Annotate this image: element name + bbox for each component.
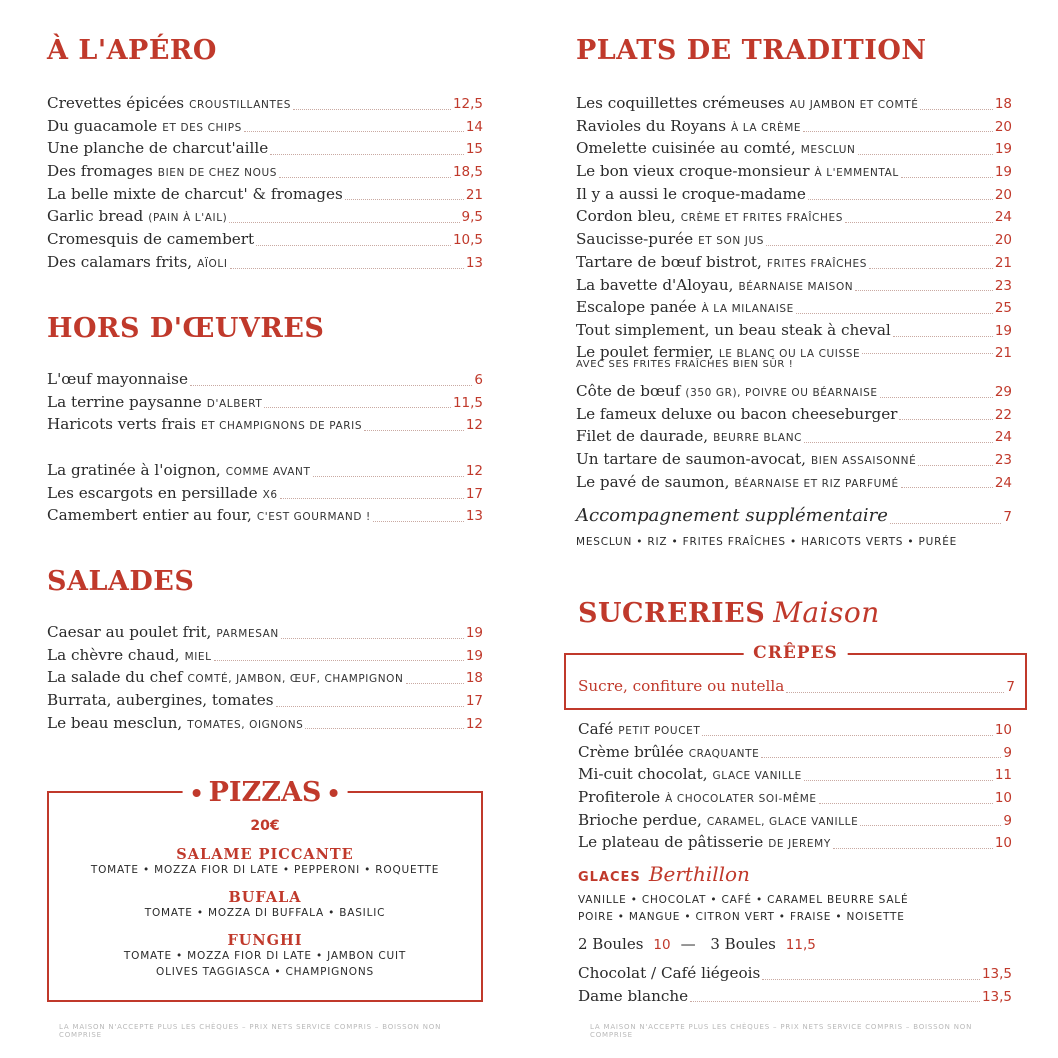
- menu-item: [47, 92, 483, 115]
- item-name: Le beau mesclun,: [47, 713, 183, 732]
- leader-dots: [293, 109, 451, 110]
- menu-item: [47, 251, 483, 274]
- menu-item: [47, 459, 483, 482]
- item-price: 12,5: [452, 96, 483, 112]
- item-price: 9: [1003, 812, 1012, 829]
- pizzas-price: 20€: [250, 818, 280, 834]
- boules-3-price: 11,5: [785, 937, 816, 953]
- menu-item: [47, 368, 483, 391]
- leader-dots: [766, 245, 993, 246]
- item-name: Tartare de bœuf bistrot,: [576, 252, 762, 271]
- pizza-ingredients: OLIVES TAGGIASCA • CHAMPIGNONS: [156, 966, 374, 978]
- item-price: 18,5: [452, 164, 483, 181]
- menu-item: [576, 319, 1012, 342]
- menu-item: [47, 228, 483, 251]
- menu-item: [47, 115, 483, 138]
- footer-right: LA MAISON N'ACCEPTE PLUS LES CHÈQUES – PRIX NETS SERVICE COMPRIS – BOISSON NON COMPRISE: [590, 1023, 973, 1039]
- menu-item: [576, 380, 1012, 403]
- menu-item: [576, 92, 1012, 115]
- item-price: 11: [994, 767, 1012, 784]
- item-name: Le plateau de pâtisserie: [578, 833, 764, 852]
- item-note: PARMESAN: [216, 628, 279, 640]
- leader-dots: [762, 979, 980, 980]
- leader-dots: [230, 268, 464, 269]
- item-price: 17: [465, 485, 483, 502]
- item-price: 18: [465, 670, 483, 687]
- hors-list-a: [47, 368, 483, 436]
- item-name: Il y a aussi le croque-madame: [576, 184, 806, 203]
- item-note: PETIT POUCET: [618, 725, 701, 737]
- item-note: LE BLANC OU LA CUISSE: [718, 348, 861, 360]
- leader-dots: [845, 222, 993, 223]
- leader-dots: [901, 487, 993, 488]
- leader-dots: [918, 465, 992, 466]
- item-name: Profiterole: [578, 788, 661, 807]
- menu-item: [47, 183, 483, 206]
- item-price: 24: [994, 209, 1012, 226]
- item-name: Des fromages: [47, 162, 153, 181]
- item-name: La salade du chef: [47, 668, 183, 687]
- item-name: La terrine paysanne: [47, 392, 202, 411]
- menu-item: [576, 471, 1012, 494]
- item-note: ET SON JUS: [698, 235, 765, 248]
- leader-dots: [364, 430, 464, 431]
- item-note: C'EST GOURMAND !: [256, 511, 371, 524]
- item-price: 10,5: [452, 232, 483, 249]
- item-price: 19: [465, 647, 483, 664]
- item-note: (350 GR), POIVRE OU BÉARNAISE: [685, 387, 878, 399]
- item-name: Brioche perdue,: [578, 810, 702, 829]
- glaces-flavors-1: VANILLE • CHOCOLAT • CAFÉ • CARAMEL BEURRE SALÉ: [578, 894, 909, 906]
- item-name: La gratinée à l'oignon,: [47, 461, 221, 479]
- menu-item: [47, 504, 483, 527]
- item-price: 7: [1003, 509, 1012, 525]
- menu-item: [47, 413, 483, 436]
- item-price: 17: [465, 693, 483, 710]
- leader-dots: [761, 757, 1001, 758]
- menu-item: [576, 341, 1012, 359]
- item-note: À CHOCOLATER SOI-MÊME: [665, 793, 817, 806]
- item-note: MESCLUN: [800, 144, 856, 157]
- accompagnement-title: Accompagnement supplémentaire: [576, 505, 888, 526]
- item-note: BEURRE BLANC: [713, 432, 803, 445]
- item-price: 21: [994, 345, 1012, 361]
- menu-item: [576, 425, 1012, 448]
- menu-item: [578, 675, 1015, 698]
- item-note: COMME AVANT: [225, 466, 311, 478]
- leader-dots: [796, 313, 993, 314]
- item-price: 21: [465, 186, 483, 203]
- menu-item: [576, 205, 1012, 228]
- accompagnement-row: [576, 503, 1012, 529]
- leader-dots: [279, 177, 451, 178]
- leader-dots: [890, 523, 1001, 524]
- item-note: ET CHAMPIGNONS DE PARIS: [200, 420, 363, 433]
- item-price: 7: [1006, 679, 1015, 695]
- pizzas-box: [47, 777, 483, 1002]
- sucreries-list: [578, 718, 1012, 854]
- menu-item: [576, 228, 1012, 251]
- sucreries-script: Maison: [773, 596, 880, 629]
- item-name: Tout simplement, un beau steak à cheval: [576, 320, 891, 339]
- leader-dots: [808, 199, 993, 200]
- item-price: 9,5: [461, 209, 483, 226]
- item-price: 12: [465, 715, 483, 732]
- menu-item: [47, 205, 483, 228]
- item-name: Les escargots en persillade: [47, 483, 258, 502]
- leader-dots: [786, 692, 1004, 693]
- menu-item: [47, 644, 483, 667]
- item-price: 29: [994, 384, 1012, 400]
- item-name: La belle mixte de charcut' & fromages: [47, 184, 343, 203]
- item-price: 13,5: [981, 988, 1012, 1005]
- item-price: 9: [1003, 744, 1012, 761]
- leader-dots: [313, 476, 464, 477]
- item-name: Crevettes épicées: [47, 94, 185, 112]
- glaces-flavors-2: POIRE • MANGUE • CITRON VERT • FRAISE • NOISETTE: [578, 911, 905, 923]
- item-price: 13: [465, 254, 483, 271]
- item-name: Côte de bœuf: [576, 382, 681, 400]
- item-note: CRÈME ET FRITES FRAÎCHES: [680, 212, 843, 225]
- item-price: 13,5: [981, 966, 1012, 982]
- item-name: Les coquillettes crémeuses: [576, 94, 785, 112]
- item-note: CRAQUANTE: [688, 747, 760, 760]
- footer-left: LA MAISON N'ACCEPTE PLUS LES CHÈQUES – PRIX NETS SERVICE COMPRIS – BOISSON NON COMPRISE: [59, 1023, 442, 1039]
- item-price: 12: [465, 463, 483, 479]
- leader-dots: [229, 222, 459, 223]
- item-name: Cromesquis de camembert: [47, 230, 255, 249]
- salades-title: SALADES: [47, 566, 195, 597]
- plats-title: PLATS DE TRADITION: [576, 35, 927, 66]
- hors-list-b: [47, 459, 483, 527]
- item-name: Dame blanche: [578, 986, 689, 1005]
- menu-item: [578, 786, 1012, 809]
- item-note: AÏOLI: [197, 257, 228, 270]
- leader-dots: [803, 131, 993, 132]
- item-note: MIEL: [184, 650, 212, 663]
- menu-item: [47, 482, 483, 505]
- menu-item: [576, 403, 1012, 426]
- menu-item: [576, 274, 1012, 297]
- item-name: Le fameux deluxe ou bacon cheeseburger: [576, 404, 898, 423]
- item-name: Haricots verts frais: [47, 415, 196, 434]
- bullet-icon: [329, 789, 337, 797]
- item-name: Café: [578, 720, 614, 738]
- item-price: 19: [994, 322, 1012, 339]
- crepes-title-wrap: [743, 643, 848, 663]
- item-note: (PAIN À L'AIL): [148, 212, 228, 225]
- item-name: Une planche de charcut'aille: [47, 139, 269, 158]
- item-note: CARAMEL, GLACE VANILLE: [706, 815, 859, 828]
- poulet-item: [576, 341, 1012, 371]
- pizza-ingredients: TOMATE • MOZZA FIOR DI LATE • PEPPERONI • ROQUETTE: [90, 864, 440, 876]
- item-name: Omelette cuisinée au comté,: [576, 139, 796, 158]
- pizzas-title: PIZZAS: [208, 777, 322, 808]
- menu-item: [578, 763, 1012, 786]
- item-price: 10: [994, 790, 1012, 807]
- leader-dots: [804, 780, 993, 781]
- apero-title: À L'APÉRO: [47, 35, 217, 66]
- leader-dots: [702, 735, 992, 736]
- plats-list-after: [576, 380, 1012, 493]
- item-price: 13: [465, 508, 483, 525]
- item-name: La bavette d'Aloyau,: [576, 275, 734, 294]
- menu-item: [47, 666, 483, 689]
- menu-item: [578, 962, 1012, 985]
- item-note: GLACE VANILLE: [712, 770, 802, 783]
- hors-title: HORS D'ŒUVRES: [47, 313, 325, 344]
- leader-dots: [860, 825, 1001, 826]
- accompagnement-options: MESCLUN • RIZ • FRITES FRAÎCHES • HARICOTS VERTS • PURÉE: [576, 536, 958, 548]
- item-price: 21: [994, 254, 1012, 271]
- item-note: À LA CRÈME: [731, 121, 802, 134]
- leader-dots: [920, 109, 992, 110]
- leader-dots: [690, 1001, 980, 1002]
- menu-item: [578, 809, 1012, 832]
- item-subnote: AVEC SES FRITES FRAÎCHES BIEN SÛR !: [576, 359, 794, 370]
- item-name: Le pavé de saumon,: [576, 472, 730, 491]
- item-price: 24: [994, 474, 1012, 491]
- item-price: 20: [994, 118, 1012, 135]
- menu-item: [578, 985, 1012, 1008]
- leader-dots: [819, 803, 993, 804]
- pizza-ingredients: TOMATE • MOZZA FIOR DI LATE • JAMBON CUIT: [123, 950, 407, 962]
- boules-2-price: 10: [653, 937, 671, 953]
- leader-dots: [833, 848, 993, 849]
- menu-item: [576, 296, 1012, 319]
- item-note: À L'EMMENTAL: [814, 167, 899, 180]
- item-price: 24: [994, 429, 1012, 446]
- apero-list: [47, 92, 483, 274]
- glaces-brand: Berthillon: [648, 862, 750, 886]
- menu-item: [47, 712, 483, 735]
- leader-dots: [214, 660, 464, 661]
- item-note: BIEN DE CHEZ NOUS: [157, 167, 278, 180]
- plats-list: [576, 92, 1012, 342]
- leader-dots: [280, 498, 464, 499]
- item-note: DE JEREMY: [768, 838, 831, 851]
- item-price: 11,5: [452, 394, 483, 411]
- menu-item: [576, 183, 1012, 206]
- item-price: 6: [474, 372, 483, 388]
- item-name: Camembert entier au four,: [47, 506, 252, 525]
- item-price: 19: [994, 164, 1012, 181]
- leader-dots: [862, 353, 993, 354]
- item-price: 23: [994, 277, 1012, 294]
- leader-dots: [281, 638, 464, 639]
- pizza-name: FUNGHI: [227, 932, 303, 949]
- item-price: 22: [994, 406, 1012, 423]
- item-price: 20: [994, 186, 1012, 203]
- item-name: Caesar au poulet frit,: [47, 623, 212, 641]
- menu-item: [576, 160, 1012, 183]
- item-note: CROUSTILLANTES: [189, 99, 291, 111]
- menu-item: [47, 689, 483, 712]
- menu-item: [578, 741, 1012, 764]
- menu-item: [576, 448, 1012, 471]
- item-price: 23: [994, 452, 1012, 469]
- item-name: Le poulet fermier,: [576, 343, 714, 361]
- pizza-name: BUFALA: [228, 889, 302, 906]
- boules-sep: —: [680, 935, 696, 953]
- item-name: Crème brûlée: [578, 742, 684, 761]
- item-note: BÉARNAISE MAISON: [738, 280, 854, 293]
- leader-dots: [893, 336, 993, 337]
- crepes-box: [564, 643, 1027, 710]
- menu-item: [47, 391, 483, 414]
- item-name: Chocolat / Café liégeois: [578, 964, 761, 982]
- item-name: Burrata, aubergines, tomates: [47, 691, 274, 710]
- menu-item: [578, 718, 1012, 741]
- boules-3-label: 3 Boules: [710, 935, 776, 953]
- glaces-heading: [578, 862, 750, 886]
- sucreries-title: SUCRERIES: [578, 598, 766, 629]
- item-name: Sucre, confiture ou nutella: [578, 677, 785, 695]
- item-note: À LA MILANAISE: [701, 303, 794, 316]
- leader-dots: [270, 154, 464, 155]
- salades-list: [47, 621, 483, 734]
- item-name: Du guacamole: [47, 116, 158, 135]
- item-note: X6: [262, 488, 278, 501]
- boules-2-label: 2 Boules: [578, 935, 644, 953]
- item-name: Filet de daurade,: [576, 427, 709, 446]
- pizza-name: SALAME PICCANTE: [176, 846, 354, 863]
- item-note: COMTÉ, JAMBON, ŒUF, CHAMPIGNON: [187, 673, 404, 686]
- leader-dots: [264, 407, 451, 408]
- leader-dots: [901, 177, 993, 178]
- leader-dots: [880, 397, 993, 398]
- leader-dots: [373, 521, 464, 522]
- item-price: 12: [465, 417, 483, 434]
- item-price: 20: [994, 232, 1012, 249]
- menu-item: [578, 831, 1012, 854]
- item-name: Garlic bread: [47, 207, 144, 226]
- leader-dots: [276, 706, 464, 707]
- item-note: AU JAMBON ET COMTÉ: [789, 99, 919, 111]
- leader-dots: [855, 290, 993, 291]
- item-price: 18: [994, 96, 1012, 112]
- item-name: Saucisse-purée: [576, 230, 694, 249]
- item-name: Cordon bleu,: [576, 207, 676, 226]
- item-name: Un tartare de saumon-avocat,: [576, 450, 806, 469]
- glaces-boules: [578, 935, 826, 953]
- bullet-icon: [193, 789, 201, 797]
- glaces-title: GLACES: [578, 870, 641, 885]
- leader-dots: [256, 245, 451, 246]
- menu-item: [576, 251, 1012, 274]
- item-price: 19: [465, 625, 483, 641]
- leader-dots: [244, 131, 464, 132]
- menu-item: [47, 621, 483, 644]
- sucreries-list-after: [578, 962, 1012, 1007]
- leader-dots: [804, 442, 993, 443]
- leader-dots: [345, 199, 464, 200]
- leader-dots: [869, 268, 993, 269]
- sucreries-title-wrap: [578, 596, 880, 629]
- pizza-ingredients: TOMATE • MOZZA DI BUFFALA • BASILIC: [144, 907, 386, 919]
- leader-dots: [190, 385, 472, 386]
- menu-item: [47, 160, 483, 183]
- item-name: Ravioles du Royans: [576, 116, 727, 135]
- item-note: FRITES FRAÎCHES: [766, 257, 868, 270]
- item-note: ET DES CHIPS: [162, 121, 242, 134]
- item-name: L'œuf mayonnaise: [47, 370, 188, 388]
- item-price: 19: [994, 141, 1012, 158]
- item-name: Des calamars frits,: [47, 252, 193, 271]
- menu-item: [576, 115, 1012, 138]
- item-note: TOMATES, OIGNONS: [187, 718, 304, 731]
- crepes-title: CRÊPES: [753, 643, 838, 663]
- leader-dots: [858, 154, 993, 155]
- item-note: BÉARNAISE ET RIZ PARFUMÉ: [734, 477, 899, 490]
- leader-dots: [406, 683, 464, 684]
- item-price: 10: [994, 722, 1012, 738]
- item-note: D'ALBERT: [206, 397, 263, 410]
- item-name: La chèvre chaud,: [47, 645, 180, 664]
- item-price: 15: [465, 141, 483, 158]
- accompagnement: [576, 503, 1012, 548]
- menu-item: [576, 137, 1012, 160]
- item-price: 14: [465, 118, 483, 135]
- item-note: BIEN ASSAISONNÉ: [810, 455, 917, 468]
- pizzas-title-wrap: [183, 777, 348, 808]
- item-price: 25: [994, 300, 1012, 317]
- item-name: Escalope panée: [576, 298, 697, 317]
- menu-item: [47, 137, 483, 160]
- leader-dots: [899, 419, 992, 420]
- item-price: 10: [994, 835, 1012, 852]
- item-name: Le bon vieux croque-monsieur: [576, 162, 810, 181]
- item-name: Mi-cuit chocolat,: [578, 765, 708, 784]
- leader-dots: [305, 728, 463, 729]
